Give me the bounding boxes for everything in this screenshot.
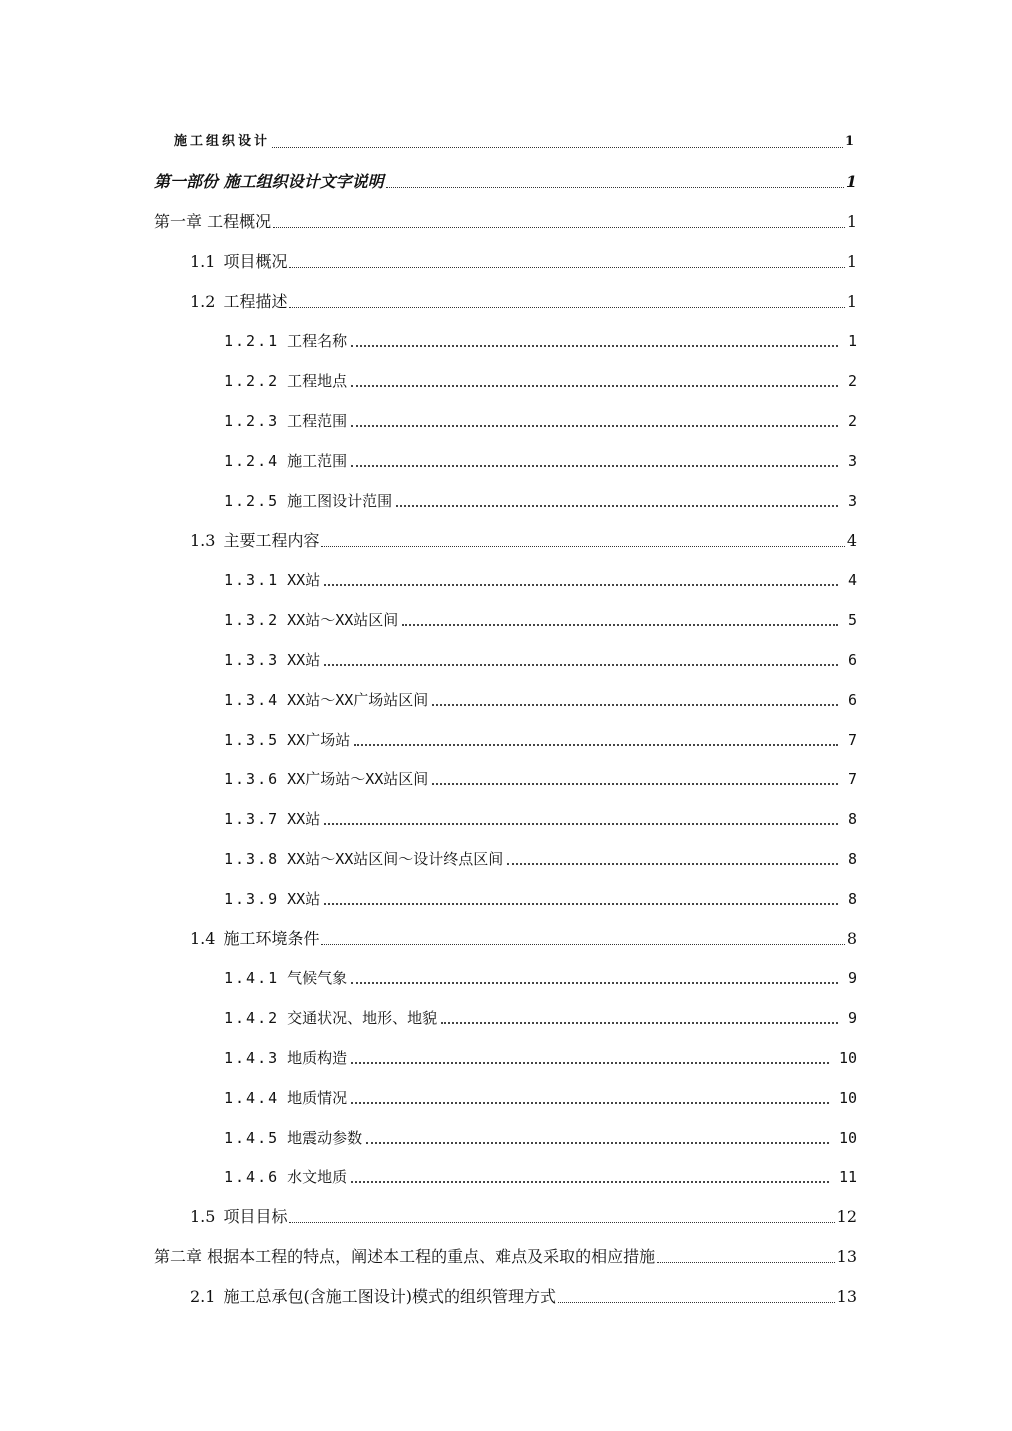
toc-number: 1.2.4 (224, 452, 280, 470)
toc-number: 1.3.1 (224, 571, 280, 589)
leader-dots (321, 943, 844, 945)
toc-page: 13 (836, 1287, 857, 1306)
leader-dots (321, 545, 844, 547)
toc-number: 1.3.3 (224, 651, 280, 669)
toc-entry[interactable] (174, 128, 857, 156)
toc-number: 1.4.4 (224, 1089, 280, 1107)
toc-entry[interactable] (190, 1203, 857, 1231)
toc-number: 1.3 (190, 531, 216, 550)
toc-entry[interactable] (224, 447, 857, 475)
toc-number: 1.4.3 (224, 1049, 280, 1067)
toc-title: XX站～XX广场站区间 (287, 691, 429, 709)
toc-entry[interactable] (224, 1044, 857, 1072)
toc-number: 2.1 (190, 1287, 216, 1306)
toc-page: 10 (838, 1049, 857, 1067)
toc-title: 施工总承包(含施工图设计)模式的组织管理方式 (223, 1287, 556, 1306)
toc-page: 13 (836, 1247, 857, 1266)
leader-dots (351, 981, 838, 984)
toc-title: 地质情况 (287, 1089, 348, 1107)
toc-entry[interactable] (224, 1084, 857, 1112)
leader-dots (441, 1021, 838, 1024)
leader-dots (324, 822, 838, 825)
toc-page: 11 (838, 1168, 857, 1186)
toc-title: 第一章 工程概况 (154, 212, 272, 231)
toc-entry[interactable] (224, 367, 857, 395)
leader-dots (272, 146, 843, 148)
toc-page: 2 (847, 412, 857, 430)
toc-title: 主要工程内容 (223, 531, 320, 550)
leader-dots (351, 424, 838, 427)
leader-dots (324, 663, 838, 666)
toc-number: 1.3.5 (224, 731, 280, 749)
toc-number: 1.4.2 (224, 1009, 280, 1027)
toc-entry[interactable] (190, 527, 857, 555)
toc-page: 7 (847, 731, 857, 749)
leader-dots (558, 1301, 835, 1303)
toc-page: 4 (846, 531, 857, 550)
toc-page: 8 (846, 929, 857, 948)
toc-page: 3 (847, 452, 857, 470)
toc-entry[interactable] (224, 407, 857, 435)
toc-entry[interactable] (224, 765, 857, 793)
toc-number: 1.4.6 (224, 1168, 280, 1186)
toc-page: 10 (838, 1089, 857, 1107)
toc-number: 1.3.2 (224, 611, 280, 629)
toc-page: 5 (847, 611, 857, 629)
toc-page: 6 (847, 651, 857, 669)
toc-number: 1.4.5 (224, 1129, 280, 1147)
toc-entry[interactable] (190, 925, 857, 953)
toc-entry[interactable] (224, 726, 857, 754)
toc-page: 10 (838, 1129, 857, 1147)
toc-page: 1 (847, 332, 857, 350)
toc-entry[interactable] (224, 686, 857, 714)
toc-title: 项目概况 (223, 252, 288, 271)
leader-dots (386, 186, 844, 188)
toc-entry[interactable] (190, 288, 857, 316)
toc-title: 施工环境条件 (223, 929, 320, 948)
leader-dots (354, 743, 838, 746)
leader-dots (289, 266, 844, 268)
toc-number: 1.1 (190, 252, 216, 271)
leader-dots (351, 1061, 829, 1064)
toc-page: 1 (846, 252, 857, 271)
toc-number: 1.2.5 (224, 492, 280, 510)
toc-entry[interactable] (190, 248, 857, 276)
toc-page: 1 (844, 134, 857, 149)
leader-dots (324, 902, 838, 905)
leader-dots (432, 782, 838, 785)
toc-title: XX站～XX站区间～设计终点区间 (287, 850, 504, 868)
toc-entry[interactable] (224, 1163, 857, 1191)
toc-page: 7 (847, 770, 857, 788)
toc-number: 1.3.4 (224, 691, 280, 709)
toc-entry[interactable] (224, 606, 857, 634)
leader-dots (396, 504, 838, 507)
toc-number: 1.3.8 (224, 850, 280, 868)
toc-entry[interactable] (224, 566, 857, 594)
leader-dots (402, 623, 838, 626)
toc-entry[interactable] (224, 885, 857, 913)
toc-entry[interactable] (224, 1004, 857, 1032)
leader-dots (432, 703, 838, 706)
toc-page: 3 (847, 492, 857, 510)
leader-dots (351, 344, 838, 347)
toc-title: 工程范围 (287, 412, 348, 430)
toc-title: 第二章 根据本工程的特点，阐述本工程的重点、难点及采取的相应措施 (154, 1247, 656, 1266)
toc-entry[interactable] (190, 1283, 857, 1311)
toc-page: 9 (847, 1009, 857, 1027)
toc-title: XX站 (287, 571, 321, 589)
toc-number: 1.3.7 (224, 810, 280, 828)
toc-title: XX站～XX站区间 (287, 611, 399, 629)
toc-number: 1.2.3 (224, 412, 280, 430)
toc-page: 1 (846, 292, 857, 311)
toc-title: 工程地点 (287, 372, 348, 390)
toc-page: 6 (847, 691, 857, 709)
toc-entry[interactable] (154, 168, 857, 196)
toc-title: XX站 (287, 890, 321, 908)
toc-entry[interactable] (224, 327, 857, 355)
toc-number: 1.2.2 (224, 372, 280, 390)
toc-page: 2 (847, 372, 857, 390)
toc-entry[interactable] (154, 208, 857, 236)
leader-dots (289, 306, 844, 308)
toc-title: XX站 (287, 810, 321, 828)
toc-page: 1 (846, 212, 857, 231)
toc-number: 1.3.9 (224, 890, 280, 908)
leader-dots (351, 1180, 829, 1183)
toc-title: XX站 (287, 651, 321, 669)
toc-number: 1.4.1 (224, 969, 280, 987)
toc-entry[interactable] (224, 845, 857, 873)
leader-dots (351, 384, 838, 387)
toc-title: 工程描述 (223, 292, 288, 311)
toc-entry[interactable] (224, 487, 857, 515)
toc-entry[interactable] (224, 964, 857, 992)
leader-dots (351, 464, 838, 467)
toc-title: 交通状况、地形、地貌 (287, 1009, 438, 1027)
toc-title: 地震动参数 (287, 1129, 363, 1147)
toc-title: XX广场站～XX站区间 (287, 770, 429, 788)
toc-page: 8 (847, 890, 857, 908)
toc-number: 1.2 (190, 292, 216, 311)
leader-dots (507, 862, 838, 865)
toc-entry[interactable] (224, 1124, 857, 1152)
toc-number: 1.3.6 (224, 770, 280, 788)
leader-dots (351, 1101, 829, 1104)
toc-title: 水文地质 (287, 1168, 348, 1186)
toc-number: 1.2.1 (224, 332, 280, 350)
toc-number: 1.4 (190, 929, 216, 948)
toc-entry[interactable] (154, 1243, 857, 1271)
toc-page: 8 (847, 810, 857, 828)
leader-dots (324, 583, 838, 586)
toc-page: 12 (836, 1207, 857, 1226)
toc-page: 4 (847, 571, 857, 589)
toc-title: 施工范围 (287, 452, 348, 470)
toc-page: 1 (845, 172, 857, 191)
toc-page: 9 (847, 969, 857, 987)
toc-title: 项目目标 (223, 1207, 288, 1226)
toc-title: 气候气象 (287, 969, 348, 987)
toc-title: 施工图设计范围 (287, 492, 393, 510)
toc-page: 8 (847, 850, 857, 868)
leader-dots (273, 226, 845, 228)
toc-entry[interactable] (224, 646, 857, 674)
leader-dots (657, 1261, 835, 1263)
leader-dots (289, 1221, 834, 1223)
toc-entry[interactable] (224, 805, 857, 833)
leader-dots (366, 1141, 829, 1144)
toc-title: 工程名称 (287, 332, 348, 350)
toc-title: 第一部份 施工组织设计文字说明 (154, 172, 384, 191)
toc-title: 施工组织设计 (174, 134, 271, 149)
toc-title: 地质构造 (287, 1049, 348, 1067)
toc-title: XX广场站 (287, 731, 351, 749)
toc-number: 1.5 (190, 1207, 216, 1226)
